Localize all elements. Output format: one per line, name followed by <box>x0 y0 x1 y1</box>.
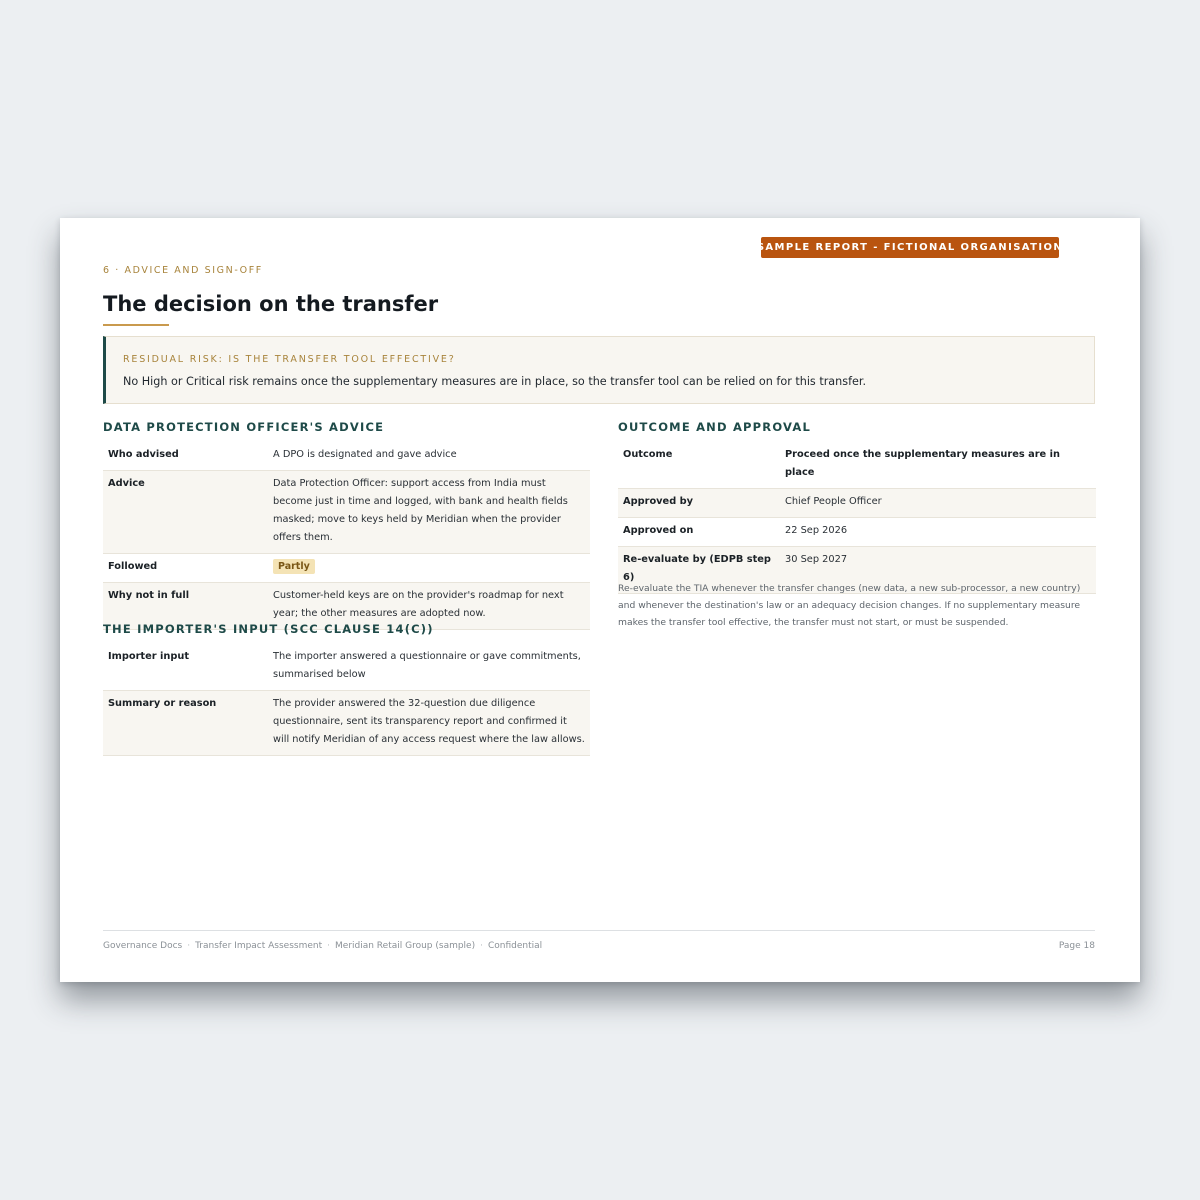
row-label: Followed <box>103 554 268 583</box>
sample-report-badge: SAMPLE REPORT - FICTIONAL ORGANISATION <box>761 237 1059 258</box>
footer-separator: · <box>327 941 331 951</box>
callout-label: RESIDUAL RISK: IS THE TRANSFER TOOL EFFECTIVE? <box>123 354 456 365</box>
footer-separator: · <box>187 941 191 951</box>
importer-input-heading: THE IMPORTER'S INPUT (SCC CLAUSE 14(C)) <box>103 622 434 636</box>
table-row <box>103 691 590 756</box>
importer-input-table <box>103 644 590 756</box>
report-page <box>60 218 1140 982</box>
row-value: Data Protection Officer: support access from India must become just in time and logged, with bank and health fields masked; move to keys held by Meridian when the provider offers them. <box>268 471 590 554</box>
footer-divider <box>103 930 1095 931</box>
table-row <box>618 518 1096 547</box>
table-row <box>618 489 1096 518</box>
footer-item: Confidential <box>487 941 543 951</box>
page-number: Page 18 <box>1058 941 1095 951</box>
row-label: Summary or reason <box>103 691 268 756</box>
row-label: Who advised <box>103 442 268 471</box>
re-evaluation-note: Re-evaluate the TIA whenever the transfer changes (new data, a new sub-processor, a new country) and whenever the destination's law or an adequacy decision changes. If no supplementary measure makes the transfer tool effective, the transfer must not start, or must be suspended. <box>618 583 1081 628</box>
residual-risk-callout <box>103 336 1095 404</box>
table-row <box>103 471 590 554</box>
footer-item: Transfer Impact Assessment <box>195 941 323 951</box>
row-label: Importer input <box>103 644 268 691</box>
row-value: 30 Sep 2027 <box>780 547 1096 594</box>
footer-breadcrumb <box>103 941 542 951</box>
row-label: Approved on <box>618 518 780 547</box>
table-row <box>618 442 1096 489</box>
page-title: The decision on the transfer <box>103 292 439 316</box>
row-label: Approved by <box>618 489 780 518</box>
section-eyebrow: 6 · ADVICE AND SIGN-OFF <box>103 265 263 276</box>
followed-status-badge: Partly <box>273 559 315 574</box>
footer-separator: · <box>480 941 483 951</box>
row-label: Re-evaluate by (EDPB step 6) <box>618 547 780 594</box>
row-label: Why not in full <box>103 583 268 630</box>
table-row <box>103 554 590 583</box>
row-value: Proceed once the supplementary measures are in place <box>780 442 1096 489</box>
row-value: The provider answered the 32-question due diligence questionnaire, sent its transparency report and confirmed it will notify Meridian of any access request where the law allows. <box>268 691 590 756</box>
row-value <box>268 554 590 583</box>
footer-item: Meridian Retail Group (sample) <box>335 941 476 951</box>
table-row <box>103 442 590 471</box>
title-underline <box>103 324 169 326</box>
table-row <box>103 644 590 691</box>
callout-text: No High or Critical risk remains once the supplementary measures are in place, so the transfer tool can be relied on for this transfer. <box>123 375 867 388</box>
row-value: 22 Sep 2026 <box>780 518 1096 547</box>
row-value: The importer answered a questionnaire or gave commitments, summarised below <box>268 644 590 691</box>
row-label: Advice <box>103 471 268 554</box>
dpo-advice-table <box>103 442 590 630</box>
row-value: A DPO is designated and gave advice <box>268 442 590 471</box>
outcome-approval-heading: OUTCOME AND APPROVAL <box>618 420 811 434</box>
outcome-approval-table <box>618 442 1096 594</box>
row-value: Customer-held keys are on the provider's roadmap for next year; the other measures are adopted now. <box>268 583 590 630</box>
row-value: Chief People Officer <box>780 489 1096 518</box>
row-label: Outcome <box>618 442 780 489</box>
dpo-advice-heading: DATA PROTECTION OFFICER'S ADVICE <box>103 420 385 434</box>
footer-item: Governance Docs <box>103 941 183 951</box>
